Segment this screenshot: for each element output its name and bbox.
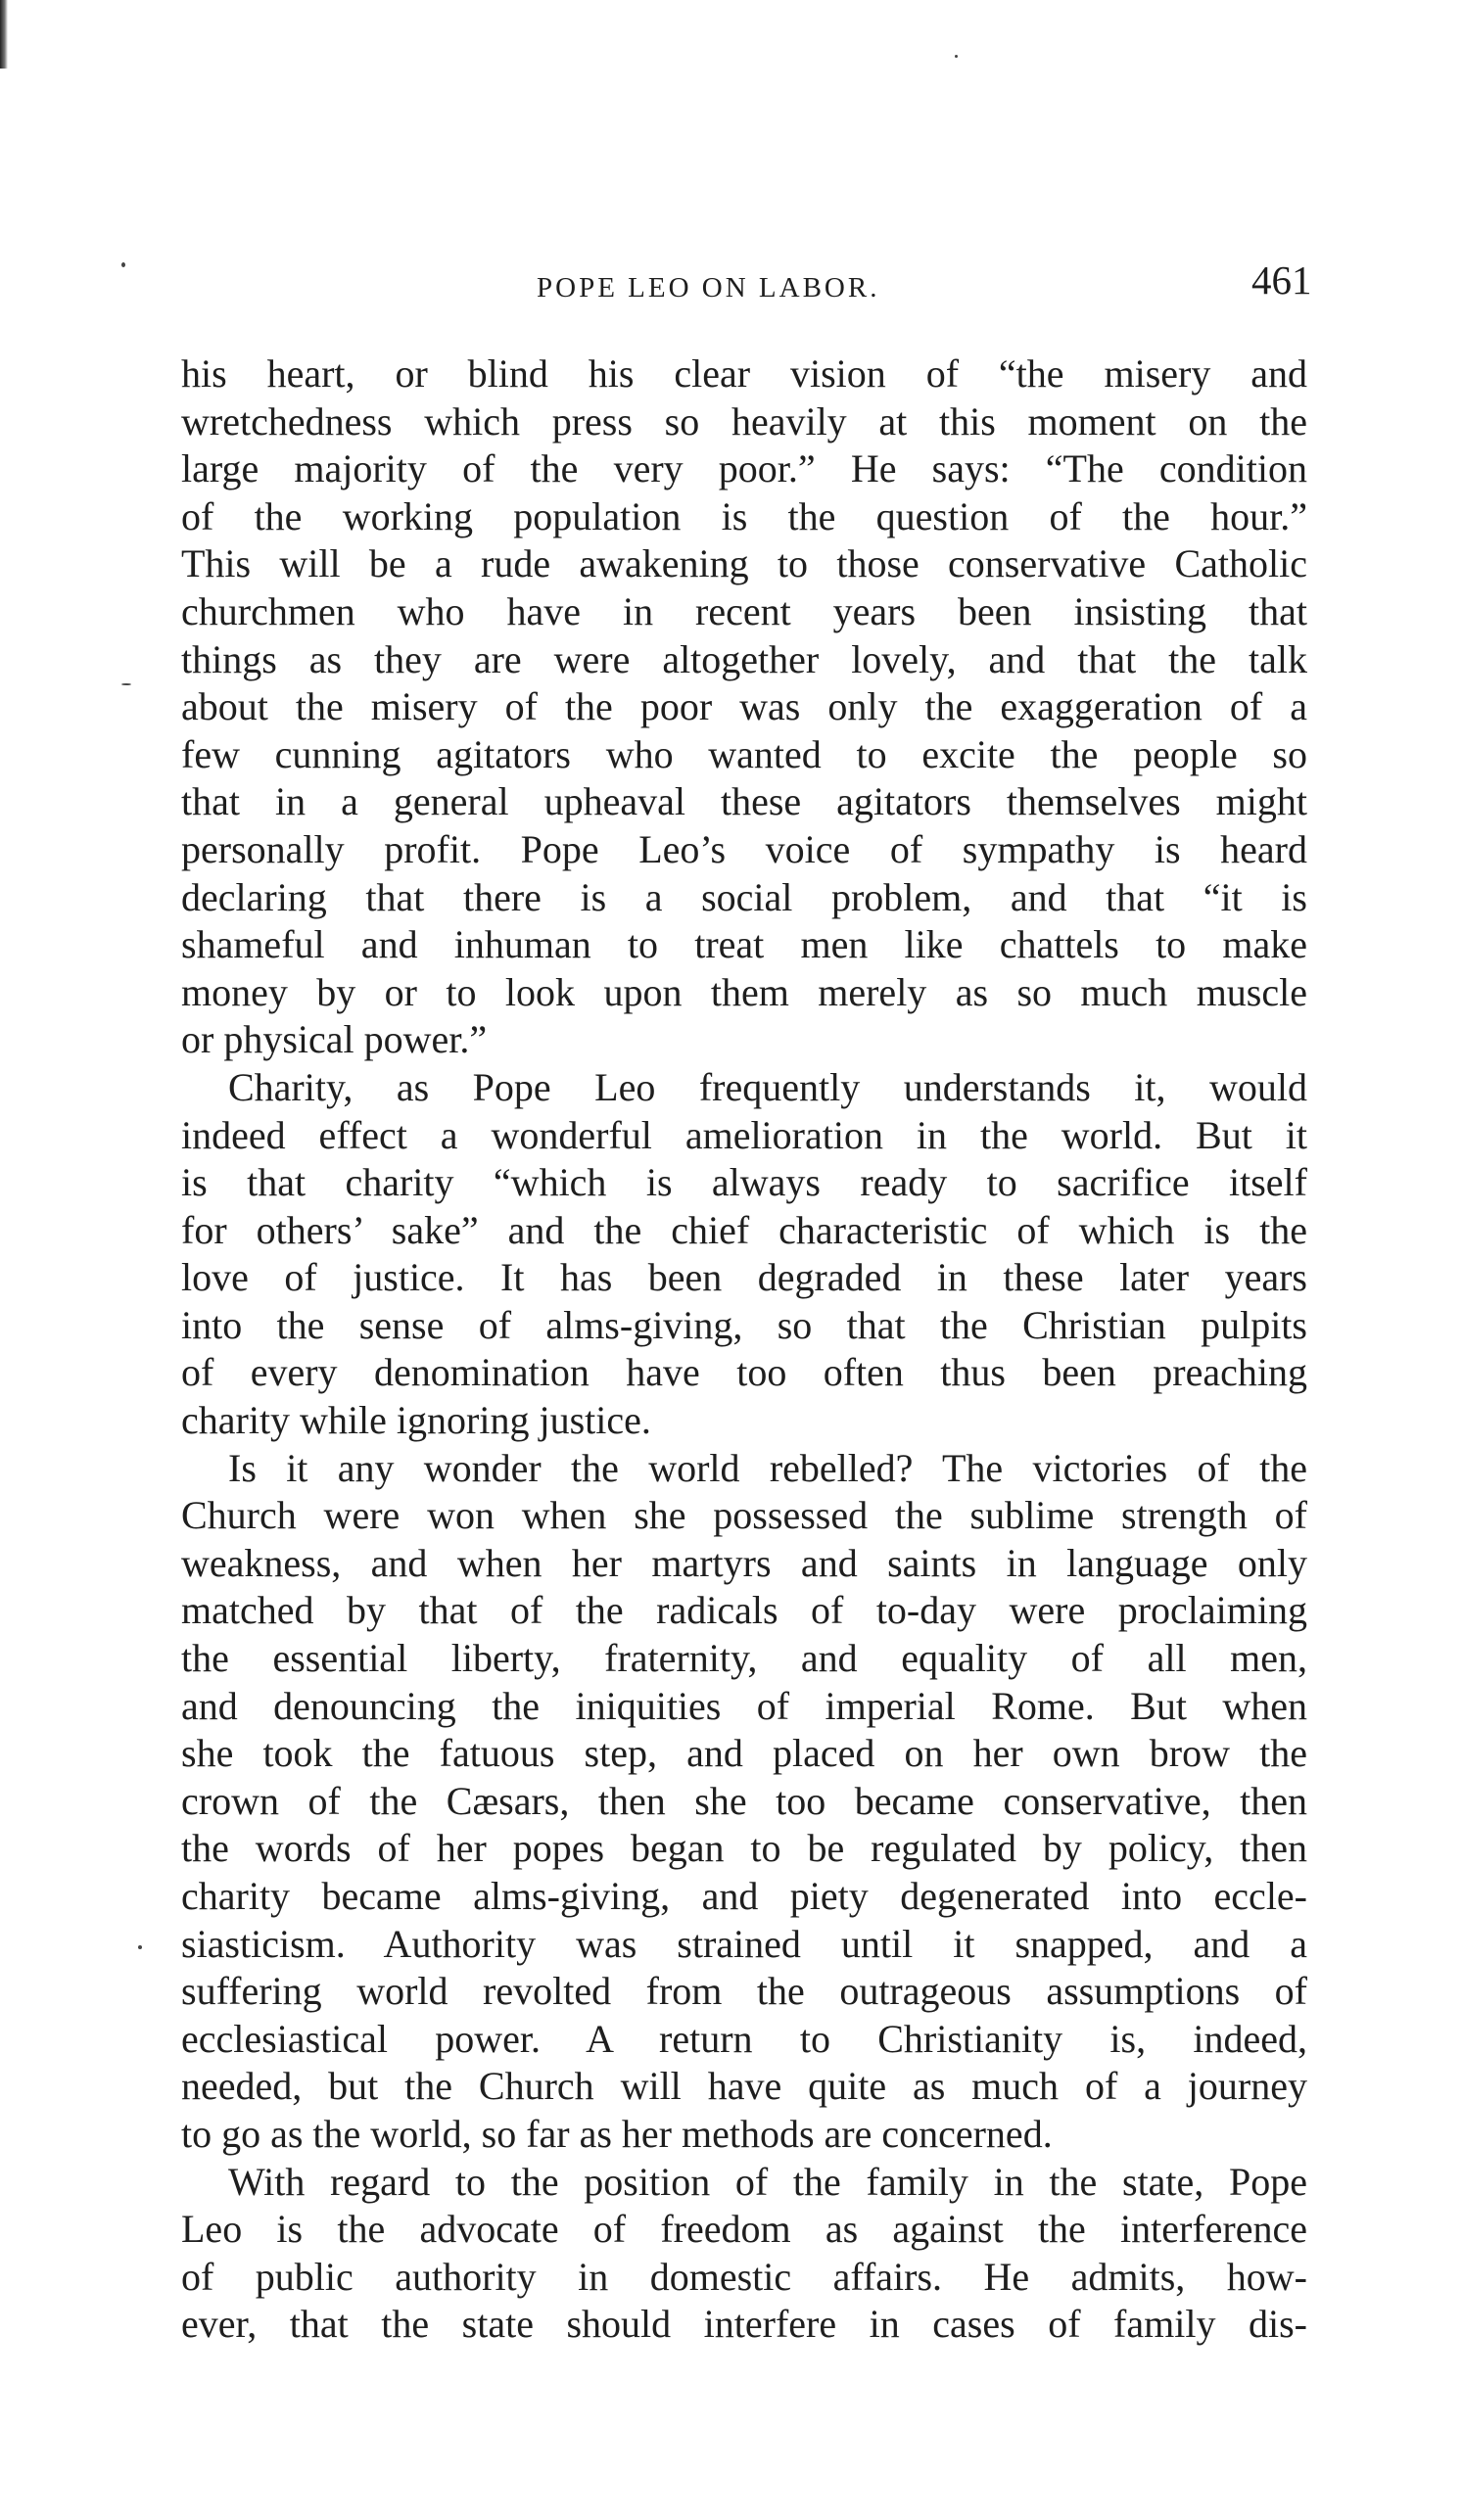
page-number: 461 (1251, 257, 1312, 303)
text-line: personally profit. Pope Leo’s voice of sympathy is heard (181, 826, 1307, 871)
text-line: matched by that of the radicals of to-day were proclaiming (181, 1588, 1307, 1633)
text-line: Church were won when she possessed the sublime strength of (181, 1493, 1307, 1538)
text-line: to go as the world, so far as her methods are concerned. (181, 2111, 1053, 2156)
text-line: suffering world revolted from the outrageous assumptions of (181, 1969, 1307, 2014)
body-text (181, 350, 1307, 2349)
scan-speck (955, 55, 958, 58)
text-line: she took the fatuous step, and placed on her own brow the (181, 1731, 1307, 1776)
text-line: shameful and inhuman to treat men like chattels to make (181, 922, 1307, 967)
text-line: the essential liberty, fraternity, and equality of all men, (181, 1636, 1307, 1681)
running-title: POPE LEO ON LABOR. (537, 272, 880, 303)
text-line: into the sense of alms-giving, so that the Christian pulpits (181, 1302, 1307, 1347)
text-line: This will be a rude awakening to those conservative Catholic (181, 541, 1307, 586)
paragraph-4 (181, 2159, 1307, 2349)
paragraph-2 (181, 1064, 1307, 1445)
text-line: of every denomination have too often thus been preaching (181, 1350, 1307, 1395)
text-line: With regard to the position of the family in the state, Pope (228, 2159, 1307, 2204)
text-line: his heart, or blind his clear vision of “the misery and (181, 351, 1307, 396)
text-line: large majority of the very poor.” He says: “The condition (181, 446, 1307, 491)
text-line: things as they are were altogether lovely, and that the talk (181, 636, 1307, 681)
text-line: love of justice. It has been degraded in these later years (181, 1255, 1307, 1300)
text-line: of public authority in domestic affairs. He admits, how- (181, 2254, 1307, 2299)
text-line: the words of her popes began to be regulated by policy, then (181, 1826, 1307, 1871)
text-line: charity while ignoring justice. (181, 1398, 651, 1443)
text-line: or physical power.” (181, 1017, 488, 1062)
text-line: and denouncing the iniquities of imperial Rome. But when (181, 1683, 1307, 1728)
text-line: declaring that there is a social problem, and that “it is (181, 874, 1307, 919)
scan-speck (121, 683, 131, 685)
text-line: Leo is the advocate of freedom as against the interference (181, 2207, 1307, 2252)
paragraph-1 (181, 350, 1307, 1064)
text-line: weakness, and when her martyrs and saints in language only (181, 1540, 1307, 1585)
text-line: crown of the Cæsars, then she too became conservative, then (181, 1778, 1307, 1823)
text-line: charity became alms-giving, and piety degenerated into eccle- (181, 1874, 1307, 1918)
text-line: that in a general upheaval these agitators themselves might (181, 779, 1307, 824)
text-line: Is it any wonder the world rebelled? The victories of the (228, 1445, 1307, 1490)
text-line: is that charity “which is always ready to sacrifice itself (181, 1160, 1307, 1205)
scan-speck (121, 262, 125, 267)
text-line: about the misery of the poor was only the exaggeration of a (181, 684, 1307, 729)
text-line: of the working population is the question of the hour.” (181, 493, 1307, 538)
text-line: ever, that the state should interfere in cases of family dis- (181, 2302, 1307, 2347)
text-line: money by or to look upon them merely as so much muscle (181, 969, 1307, 1014)
text-line: indeed effect a wonderful amelioration in the world. But it (181, 1112, 1307, 1157)
text-line: churchmen who have in recent years been insisting that (181, 588, 1307, 633)
paragraph-3 (181, 1445, 1307, 2159)
text-line: siasticism. Authority was strained until it snapped, and a (181, 1921, 1307, 1966)
text-line: for others’ sake” and the chief characteristic of which is the (181, 1207, 1307, 1252)
text-line: few cunning agitators who wanted to excite the people so (181, 731, 1307, 776)
scan-speck (138, 1945, 142, 1949)
scan-edge-mark (0, 0, 8, 69)
text-line: Charity, as Pope Leo frequently understands it, would (228, 1064, 1307, 1109)
text-line: wretchedness which press so heavily at this moment on the (181, 398, 1307, 443)
text-line: ecclesiastical power. A return to Christianity is, indeed, (181, 2016, 1307, 2061)
text-line: needed, but the Church will have quite as much of a journey (181, 2064, 1307, 2109)
